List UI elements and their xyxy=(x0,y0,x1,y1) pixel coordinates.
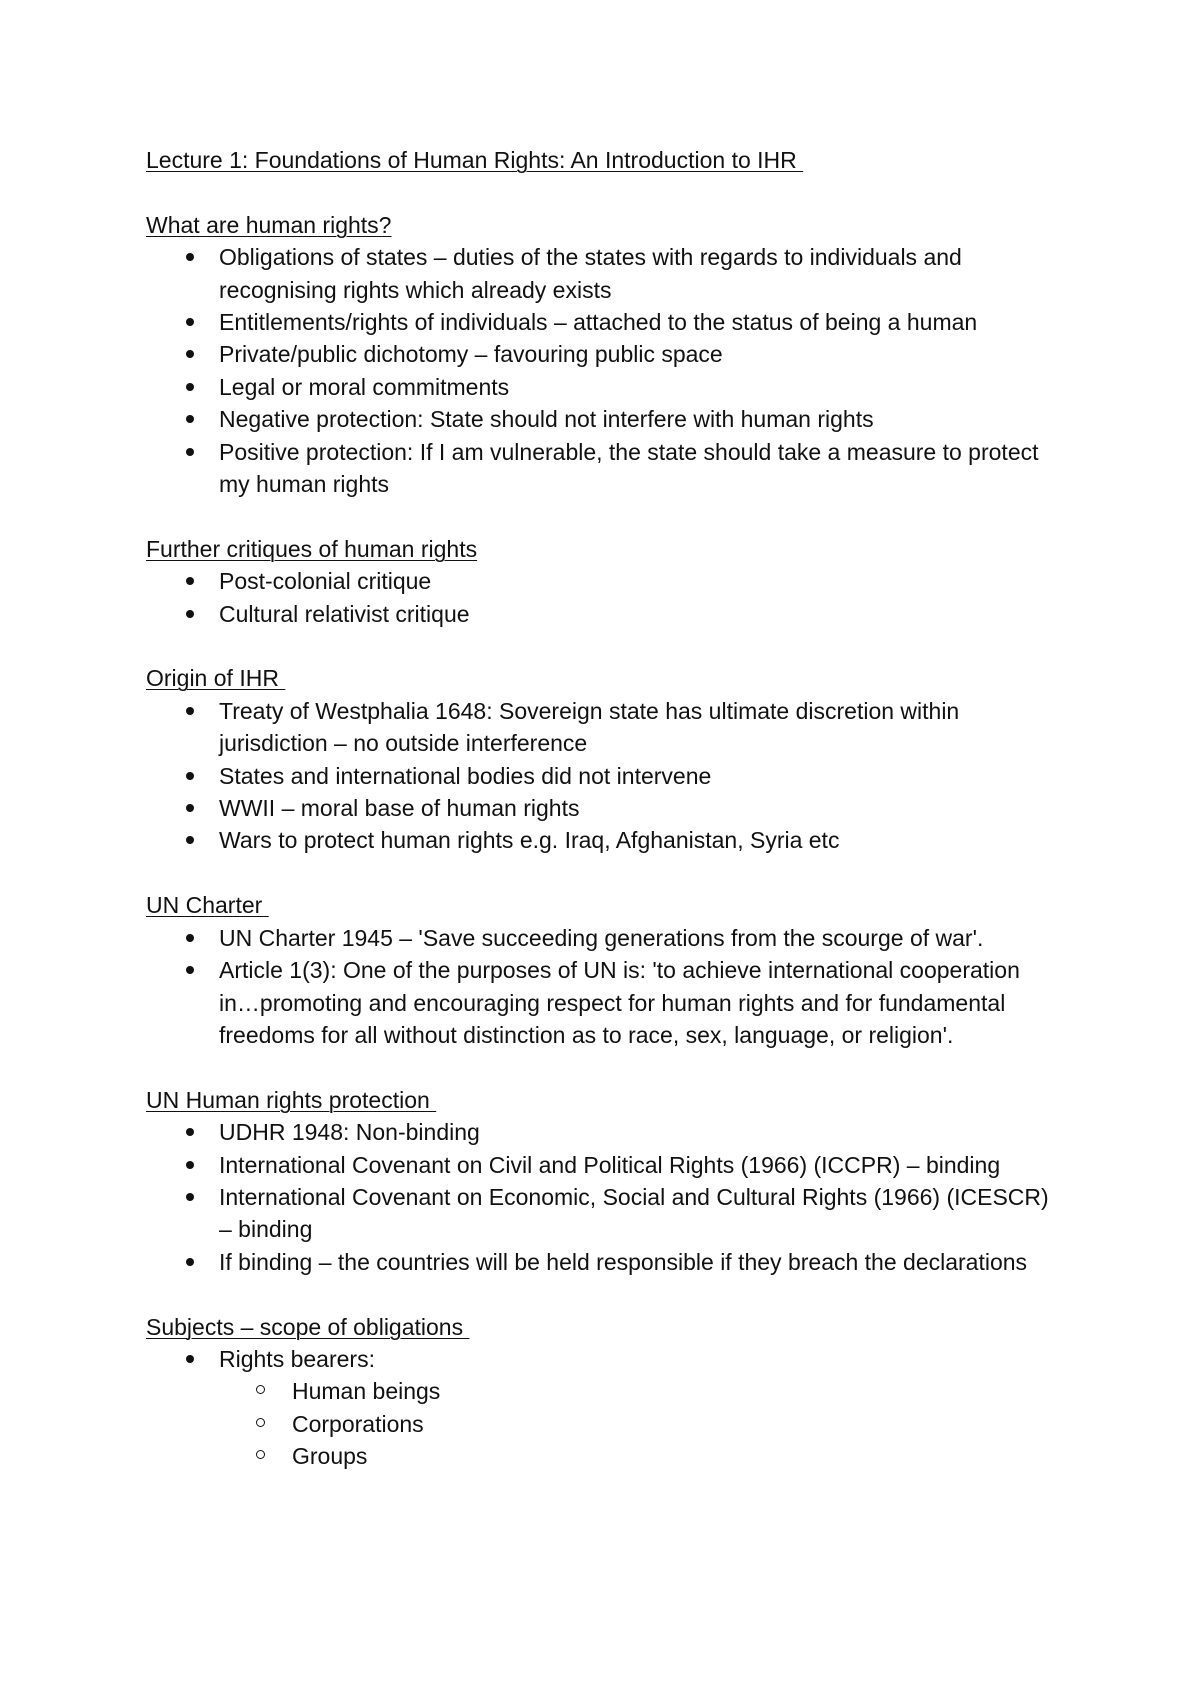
bullet-icon xyxy=(186,1128,194,1136)
section-heading: Subjects – scope of obligations xyxy=(146,1313,470,1340)
list-item: Wars to protect human rights e.g. Iraq, Afghanistan, Syria etc xyxy=(146,824,1066,856)
list-item: Private/public dichotomy – favouring public space xyxy=(146,338,1066,370)
section-heading: UN Charter xyxy=(146,892,269,919)
bullet-icon xyxy=(186,1161,194,1169)
section-heading: What are human rights? xyxy=(146,211,392,238)
document-page xyxy=(146,144,1066,1473)
section-subjects-scope xyxy=(146,1311,1066,1473)
list-item: If binding – the countries will be held responsible if they breach the declarations xyxy=(146,1246,1066,1278)
section-heading: UN Human rights protection xyxy=(146,1086,437,1113)
list-item: International Covenant on Economic, Social and Cultural Rights (1966) (ICESCR) – binding xyxy=(146,1181,1066,1246)
list-item: Post-colonial critique xyxy=(146,565,1066,597)
section-origin-of-ihr xyxy=(146,662,1066,856)
bullet-icon xyxy=(186,318,194,326)
sub-list-item: Corporations xyxy=(146,1408,1066,1440)
list-item: Article 1(3): One of the purposes of UN is: 'to achieve international cooperation in…promoting and encouraging respect for human rights and for fundamental freedoms for all without distinction as to race, sex, language, or religion'. xyxy=(146,954,1066,1051)
list-item: Negative protection: State should not interfere with human rights xyxy=(146,403,1066,435)
section-un-human-rights-protection xyxy=(146,1084,1066,1278)
section-heading: Further critiques of human rights xyxy=(146,535,478,562)
list-item: Cultural relativist critique xyxy=(146,598,1066,630)
document-title: Lecture 1: Foundations of Human Rights: An Introduction to IHR xyxy=(146,147,804,173)
list-item: Obligations of states – duties of the states with regards to individuals and recognising rights which already exists xyxy=(146,241,1066,306)
hollow-bullet-icon xyxy=(256,1385,265,1394)
section-un-charter xyxy=(146,889,1066,1051)
bullet-icon xyxy=(186,804,194,812)
list-item: UN Charter 1945 – 'Save succeeding generations from the scourge of war'. xyxy=(146,922,1066,954)
bullet-icon xyxy=(186,1193,194,1201)
section-heading: Origin of IHR xyxy=(146,665,286,692)
section-further-critiques xyxy=(146,533,1066,630)
list-item: Positive protection: If I am vulnerable, the state should take a measure to protect my human rights xyxy=(146,436,1066,501)
bullet-icon xyxy=(186,577,194,585)
bullet-list xyxy=(146,1343,1066,1375)
bullet-icon xyxy=(186,610,194,618)
bullet-icon xyxy=(186,1355,194,1363)
bullet-icon xyxy=(186,383,194,391)
section-what-are-human-rights xyxy=(146,209,1066,501)
sub-list-item: Groups xyxy=(146,1440,1066,1472)
list-item: International Covenant on Civil and Political Rights (1966) (ICCPR) – binding xyxy=(146,1149,1066,1181)
bullet-list xyxy=(146,241,1066,500)
sub-bullet-list xyxy=(146,1375,1066,1472)
list-item: Entitlements/rights of individuals – attached to the status of being a human xyxy=(146,306,1066,338)
bullet-icon xyxy=(186,707,194,715)
bullet-icon xyxy=(186,448,194,456)
sub-list-item: Human beings xyxy=(146,1375,1066,1407)
list-item: States and international bodies did not intervene xyxy=(146,760,1066,792)
bullet-icon xyxy=(186,1258,194,1266)
list-item: WWII – moral base of human rights xyxy=(146,792,1066,824)
bullet-list xyxy=(146,565,1066,630)
hollow-bullet-icon xyxy=(256,1418,265,1427)
bullet-list xyxy=(146,695,1066,857)
bullet-icon xyxy=(186,836,194,844)
bullet-list xyxy=(146,1116,1066,1278)
bullet-icon xyxy=(186,966,194,974)
bullet-icon xyxy=(186,772,194,780)
list-item: Rights bearers: xyxy=(146,1343,1066,1375)
hollow-bullet-icon xyxy=(256,1450,265,1459)
bullet-list xyxy=(146,922,1066,1052)
bullet-icon xyxy=(186,350,194,358)
bullet-icon xyxy=(186,415,194,423)
bullet-icon xyxy=(186,253,194,261)
list-item: Legal or moral commitments xyxy=(146,371,1066,403)
list-item: Treaty of Westphalia 1648: Sovereign state has ultimate discretion within jurisdiction – no outside interference xyxy=(146,695,1066,760)
bullet-icon xyxy=(186,934,194,942)
list-item: UDHR 1948: Non-binding xyxy=(146,1116,1066,1148)
